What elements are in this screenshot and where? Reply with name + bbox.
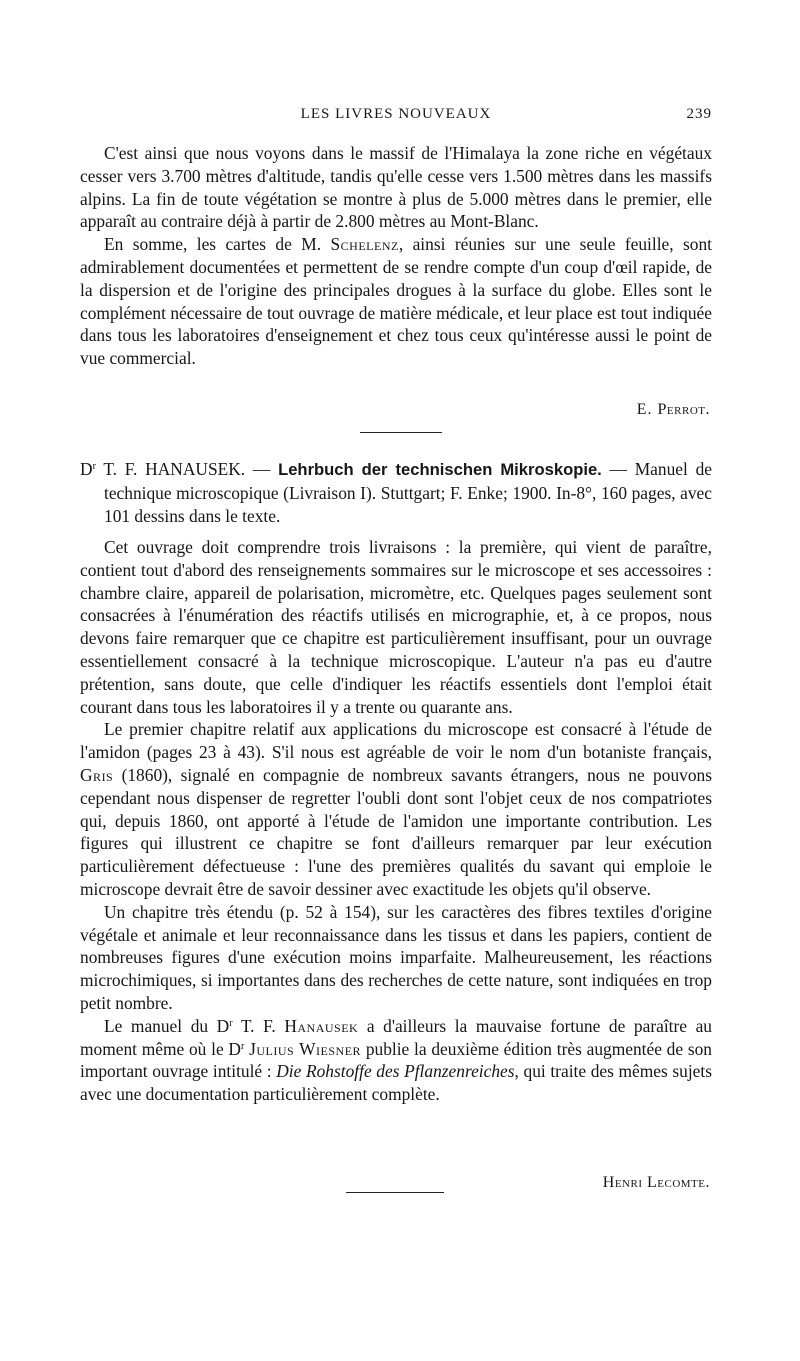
- review2-paragraph-2: [80, 718, 712, 900]
- author-name-hanausek: Hanausek: [284, 1015, 359, 1036]
- page-number: 239: [686, 106, 712, 122]
- text-run: D: [80, 459, 93, 479]
- text-run: (1860), signalé en compagnie de nombreux savants étrangers, nous ne pouvons cependant nous dispenser de regretter l'oubli dont sont l'objet ceux de nos compatriotes qui, depuis 1860, ont apporté à l'étude de l'amidon une importante contribution. Les figures qui illustrent ce chapitre se font d'ailleurs remarquer par leur exécution particulièrement défectueuse : l'une des premières qualités du savant qui emploie le microscope devrait être de savoir dessiner avec exactitude les objets qu'il observe.: [80, 764, 712, 899]
- review1-paragraph-1: C'est ainsi que nous voyons dans le massif de l'Himalaya la zone riche en végétaux cesser vers 3.700 mètres d'altitude, tandis qu'elle cesse vers 1.500 mètres dans les massifs alpins. La fin de toute végétation se montre à plus de 5.000 mètres dans le premier, elle apparaît au contraire déjà à partir de 2.800 mètres au Mont-Blanc.: [80, 143, 712, 232]
- review2-paragraph-4: [80, 1015, 712, 1106]
- entry-author: T. F. HANAUSEK. —: [95, 459, 279, 479]
- review1-body: [80, 142, 712, 370]
- review2-signature: [603, 1174, 710, 1192]
- text-run: , ainsi réunies sur une seule feuille, sont admirablement documentées et permettent de se rendre compte d'un coup d'œil rapide, de la dispersion et de l'origine des principales drogues à la surface du globe. Elles sont le complément nécessaire de tout ouvrage de matière médicale, et leur place est tout indiquée dans tous les laboratoires d'enseignement et chez tous ceux qu'intéresse aussi le point de vue commercial.: [80, 234, 713, 369]
- text-run: publie la deuxième édition très augmentée de son important ouvrage intitulé :: [80, 1038, 712, 1082]
- running-title: LES LIVRES NOUVEAUX: [300, 106, 492, 122]
- review2-paragraph-1: Cet ouvrage doit comprendre trois livraisons : la première, qui vient de paraître, contient tout d'abord des renseignements sommaires sur le microscope et ses accessoires : chambre claire, appareil de polarisation, micromètre, etc. Quelques pages seulement sont consacrées à l'énumération des réactifs utilisés en micrographie, et, à ce propos, nous devons faire remarquer que ce chapitre est particulièrement insuffisant, pour un ouvrage essentiellement consacré à la technique microscopique. L'auteur n'a pas eu d'autre prétention, sans doute, que celle d'indiquer les réactifs essentiels dont l'emploi était courant dans tous les laboratoires il y a trente ou quarante ans.: [80, 537, 712, 717]
- text-run: a d'ailleurs la mauvaise fortune de paraître au moment même où le D: [80, 1015, 712, 1059]
- signature-initial: E.: [636, 401, 658, 418]
- book-title: Die Rohstoffe des Pflanzenreiches: [276, 1061, 515, 1082]
- author-name-gris: Gris: [80, 764, 114, 785]
- review1-signature: [637, 401, 710, 419]
- entry-details: — Manuel de technique microscopique (Livraison I). Stuttgart; F. Enke; 1900. In-8°, 160 pages, avec 101 dessins dans le texte.: [104, 459, 712, 526]
- text-run: T. F.: [232, 1015, 285, 1036]
- superscript: r: [92, 461, 96, 472]
- superscript: r: [229, 1017, 233, 1029]
- review2-paragraph-3: Un chapitre très étendu (p. 52 à 154), sur les caractères des fibres textiles d'origine végétale et animale et leur reconnaissance dans les tissus et dans les papiers, contient de nombreuses figures d'une exécution moins imparfaite. Malheureusement, les réactions microchimiques, si importantes dans des recherches de cette nature, sont indiquées en trop petit nombre.: [80, 901, 712, 1013]
- signature-name: Henri Lecomte.: [602, 1174, 710, 1191]
- author-name-schelenz: Schelenz: [330, 234, 399, 255]
- section-divider: [360, 432, 442, 433]
- end-divider: [346, 1192, 444, 1193]
- signature-name: Perrot.: [657, 401, 710, 418]
- entry-title: Lehrbuch der technischen Mikroskopie.: [278, 460, 602, 479]
- text-run: Le manuel du D: [104, 1015, 230, 1036]
- text-run: En somme, les cartes de M.: [104, 234, 331, 255]
- review2-body: [80, 536, 712, 1106]
- review1-paragraph-2: [80, 233, 712, 370]
- author-name-wiesner: Julius Wiesner: [249, 1038, 362, 1059]
- text-run: , qui traite des mêmes sujets avec une documentation particulièrement complète.: [80, 1061, 712, 1105]
- text-run: Le premier chapitre relatif aux applications du microscope est consacré à l'étude de l'amidon (pages 23 à 43). S'il nous est agréable de voir le nom d'un botaniste français,: [80, 719, 712, 763]
- superscript: r: [241, 1040, 245, 1052]
- bibliographic-entry: [80, 458, 712, 527]
- review2-entry: [80, 458, 712, 527]
